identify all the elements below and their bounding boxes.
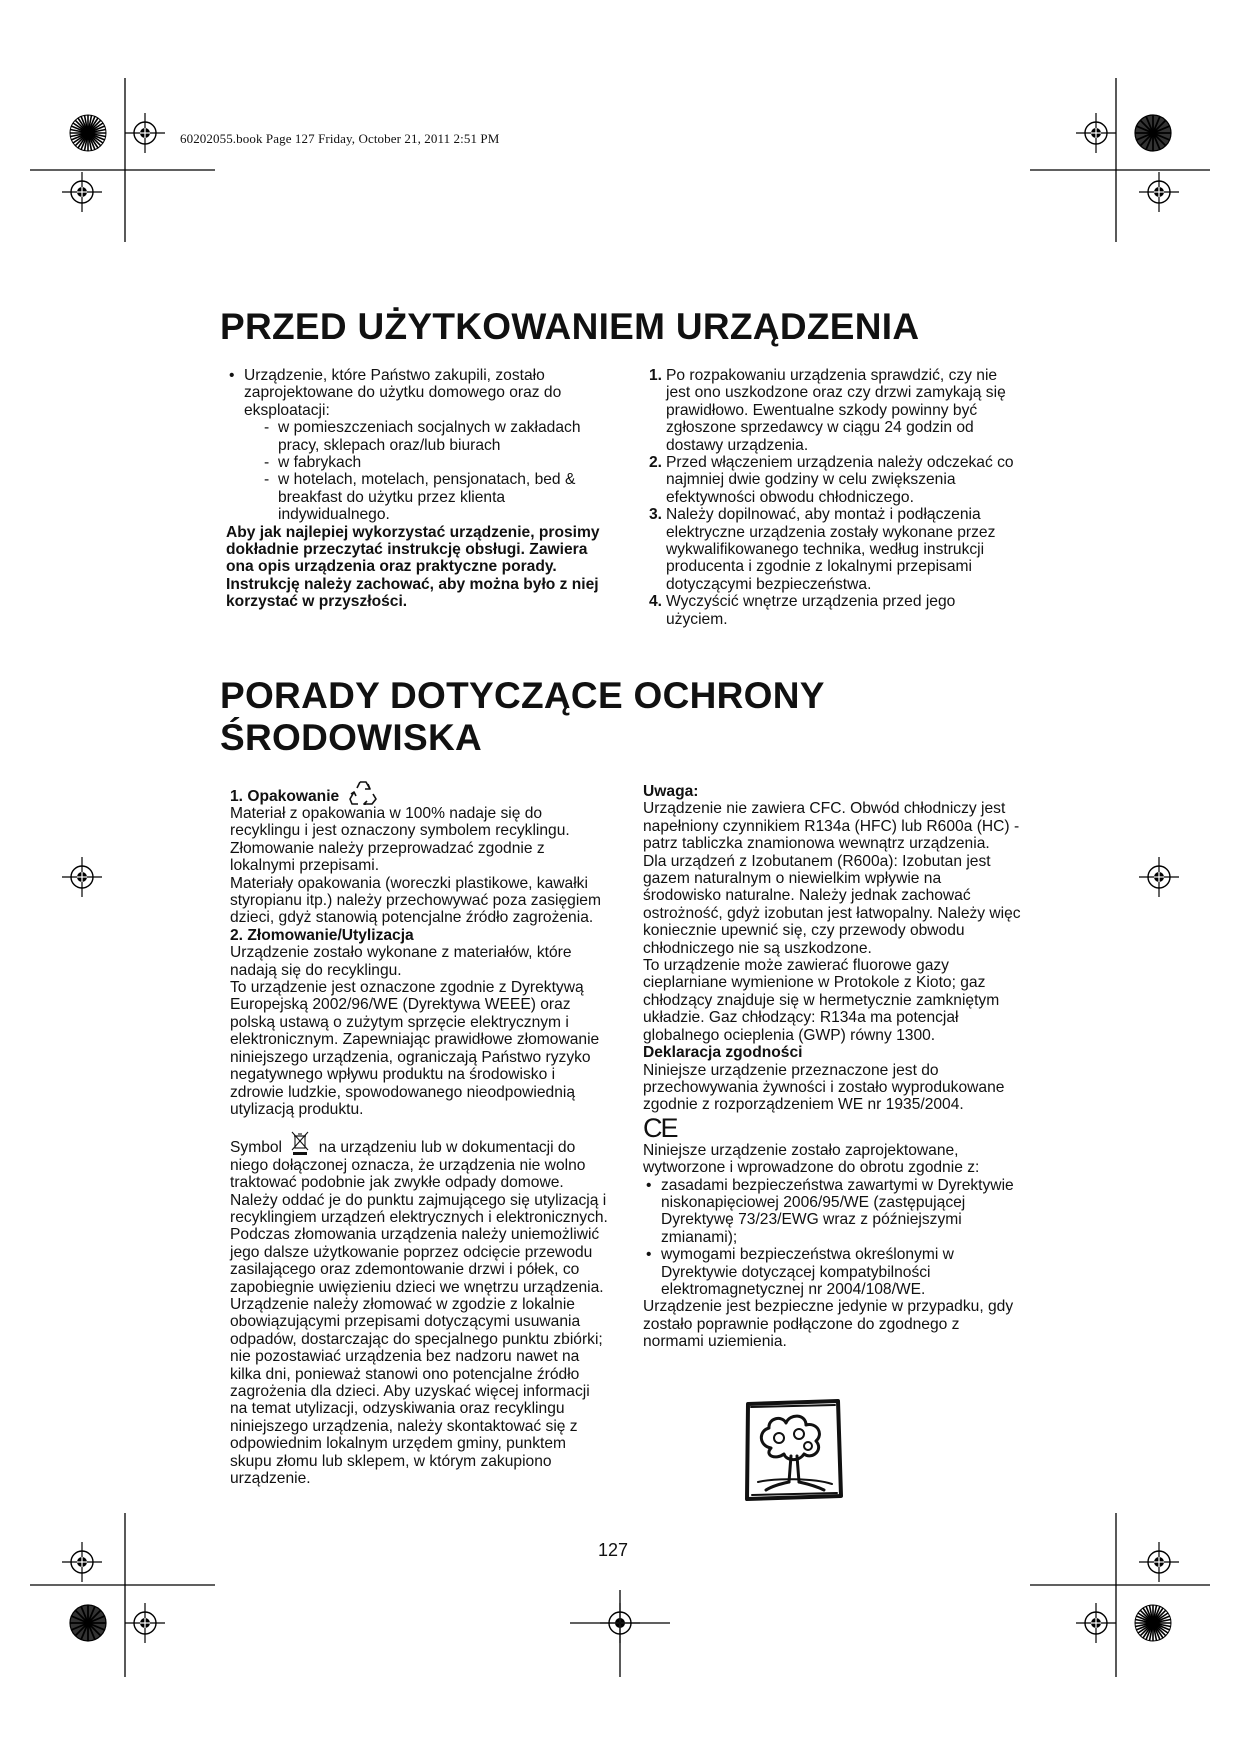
usage-intro: Urządzenie, które Państwo zakupili, zostało zaprojektowane do użytku domowego oraz do eksploatacji: — [244, 367, 562, 419]
packaging-text-2: Materiały opakowania (woreczki plastikowe, kawałki styropianu itp.) należy przechowywać poza zasięgiem dzieci, gdyż stanowią potencjalne źródło zagrożenia. — [230, 874, 601, 927]
before-use-right-column — [649, 367, 1021, 628]
section-title-line-1: PORADY DOTYCZĄCE OCHRONY — [220, 675, 825, 716]
disposal-text-1: Urządzenie zostało wykonane z materiałów, które nadają się do recyklingu. — [230, 944, 572, 979]
disposal-text-2: To urządzenie jest oznaczone zgodnie z Dyrektywą Europejską 2002/96/WE (Dyrektywa WEEE) oraz polską ustawą o zużytym sprzęcie elektrycznym i elektronicznym. Zapewniając prawidłowe złomowanie niniejszego urządzenia, ograniczają Państwo ryzyko negatywnego wpływu produktu na środowisko i zdrowie ludzkie, spowodowanego nieodpowiednią utylizacją produktu. — [230, 979, 600, 1118]
note-text-1: Urządzenie nie zawiera CFC. Obwód chłodniczy jest napełniony czynnikiem R134a (HFC) lub R600a (HC) - patrz tabliczka znamionowa wewnątrz urządzenia. — [643, 800, 1020, 853]
step-number: 2. — [649, 454, 663, 472]
step-text: Przed włączeniem urządzenia należy odczekać co najmniej dwie godziny w celu zwiększenia efektywności obwodu chłodniczego. — [666, 454, 1014, 506]
list-item — [649, 454, 1021, 506]
step-text: Należy dopilnować, aby montaż i podłączenia elektryczne urządzenia zostały wykonane przez wykwalifikowanego technika, według instrukcji producenta i zgodnie z lokalnymi przepisami dotyczącymi bezpieczeństwa. — [666, 506, 996, 593]
environment-left-column — [230, 779, 608, 1487]
note-heading: Uwaga: — [643, 783, 699, 800]
step-number: 4. — [649, 593, 663, 611]
list-item: - w hotelach, motelach, pensjonatach, bed & breakfast do użytku przez klienta indywidualnego. — [264, 471, 614, 523]
list-item — [649, 367, 1021, 454]
section-title-line-2: ŚRODOWISKA — [220, 717, 482, 758]
packaging-heading-text: 1. Opakowanie — [230, 787, 340, 805]
grounding-note: Urządzenie jest bezpieczne jedynie w przypadku, gdy zostało poprawnie podłączone do zgodnego z normami uziemienia. — [643, 1298, 1014, 1351]
list-item: - w fabrykach — [264, 454, 614, 471]
symbol-word: Symbol — [230, 1139, 282, 1157]
declaration-text-2: Niniejsze urządzenie zostało zaprojektowane, wytworzone i wprowadzone do obrotu zgodnie z: — [643, 1141, 980, 1177]
section-title-before-use: PRZED UŻYTKOWANIEM URZĄDZENIA — [220, 306, 920, 347]
packaging-heading — [230, 779, 608, 805]
environment-right-column — [643, 783, 1021, 1351]
step-text: Wyczyścić wnętrze urządzenia przed jego użyciem. — [666, 593, 956, 628]
disposal-heading: 2. Złomowanie/Utylizacja — [230, 926, 414, 944]
packaging-text-1: Materiał z opakowania w 100% nadaje się do recyklingu i jest oznaczony symbolem recyklingu. Złomowanie należy przeprowadzać zgodnie z lokalnymi przepisami. — [230, 805, 570, 875]
book-header-line: 60202055.book Page 127 Friday, October 21, 2011 2:51 PM — [180, 131, 500, 146]
read-instructions-note: Aby jak najlepiej wykorzystać urządzenie, prosimy dokładnie przeczytać instrukcję obsługi. Zawiera ona opis urządzenia oraz praktyczne porady. — [226, 523, 600, 576]
step-text: Po rozpakowaniu urządzenia sprawdzić, czy nie jest ono uszkodzone oraz czy drzwi zamykają się prawidłowo. Ewentualne szkody powinny być zgłoszone sprzedawcy w ciągu 24 godzin od dostawy urządzenia. — [666, 367, 1006, 454]
step-number: 3. — [649, 506, 663, 524]
tree-illustration — [744, 1398, 844, 1502]
section-title-environment — [220, 675, 825, 759]
crossed-out-bin-icon — [290, 1131, 310, 1155]
list-item — [649, 593, 1021, 628]
disposal-symbol-text — [230, 1131, 608, 1226]
first-steps-list — [649, 367, 1021, 628]
keep-instructions-note: Instrukcję należy zachować, aby można było z niej korzystać w przyszłości. — [226, 575, 599, 611]
disposal-symbol-description: na urządzeniu lub w dokumentacji do niego dołączonej oznacza, że urządzenia nie wolno traktować podobnie jak zwykłe odpady domowe. Należy oddać je do punktu zajmującego się utylizacją i recyklingiem urządzeń elektrycznych i elektronicznych. — [230, 1139, 608, 1226]
ce-mark: CE — [643, 1112, 677, 1143]
compliance-bullet-list — [643, 1177, 1021, 1299]
before-use-left-column — [226, 367, 614, 611]
declaration-text-1: Niniejsze urządzenie przeznaczone jest do przechowywania żywności i zostało wyprodukowane zgodnie z rozporządzeniem WE nr 1935/2004. — [643, 1061, 1005, 1114]
usage-places-list — [244, 419, 614, 523]
declaration-heading: Deklaracja zgodności — [643, 1044, 803, 1062]
list-item: - w pomieszczeniach socjalnych w zakładach pracy, sklepach oraz/lub biurach — [264, 419, 614, 454]
disposal-text-4: Urządzenie należy złomować w zgodzie z lokalnie obowiązującymi przepisami dotyczącymi usuwania odpadów, dostarczając do specjalnego punktu zbiórki; nie pozostawiać urządzenia bez nadzoru nawet na kilka dni, ponieważ stanowi ono potencjalne źródło zagrożenia dla dzieci. Aby uzyskać więcej informacji na temat utylizacji, odzyskiwania oraz recyklingu niniejszego urządzenia, należy skontaktować się z odpowiednim lokalnym urzędem gminy, punktem skupu złomu lub sklepem, w którym zakupiono urządzenie. — [230, 1295, 603, 1488]
disposal-text-3: Podczas złomowania urządzenia należy uniemożliwić jego dalsze użytkowanie poprzez odcięcie przewodu zasilającego oraz zdemontowanie drzwi i półek, co zapobiegnie uwięzieniu dzieci we wnętrzu urządzenia. — [230, 1226, 604, 1296]
usage-bullet-list — [226, 367, 614, 524]
list-item — [226, 367, 614, 524]
list-item: • wymogami bezpieczeństwa określonymi w Dyrektywie dotyczącej kompatybilności elektromagnetycznej nr 2004/108/WE. — [643, 1246, 1021, 1298]
list-item: • zasadami bezpieczeństwa zawartymi w Dyrektywie niskonapięciowej 2006/95/WE (zastępującej Dyrektywę 73/23/EWG wraz z późniejszymi zmianami); — [643, 1177, 1021, 1247]
list-item — [649, 506, 1021, 593]
recycling-icon — [349, 779, 377, 805]
note-text-3: To urządzenie może zawierać fluorowe gazy cieplarniane wymienione w Protokole z Kioto; gaz chłodzący znajduje się w hermetycznie zamkniętym układzie. Gaz chłodzący: R134a ma potencjał globalnego ocieplenia (GWP) równy 1300. — [643, 957, 1000, 1044]
note-text-2: Dla urządzeń z Izobutanem (R600a): Izobutan jest gazem naturalnym o niewielkim wpływie na środowisko naturalne. Należy jednak zachować ostrożność, gdyż izobutan jest łatwopalny. Należy więc koniecznie upewnić się, czy przewody obwodu chłodniczego nie są uszkodzone. — [643, 852, 1021, 957]
step-number: 1. — [649, 367, 663, 384]
page-number: 127 — [598, 1540, 629, 1560]
